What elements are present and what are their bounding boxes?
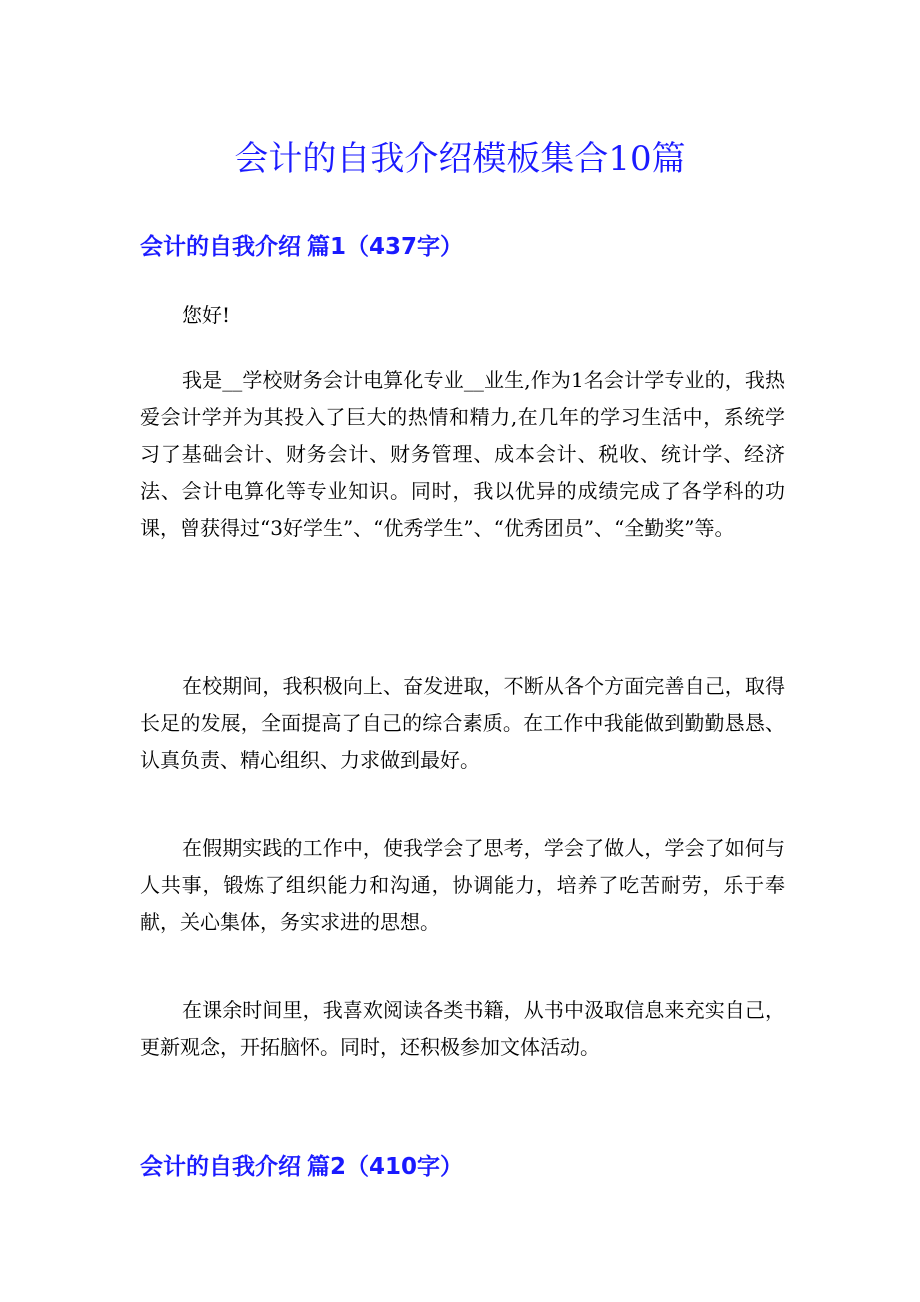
section-heading-2 [140,1152,463,1182]
paragraph-introduction: 我是__学校财务会计电算化专业__业生,作为1名会计学专业的，我热爱会计学并为其投入了巨大的热情和精力,在几年的学习生活中，系统学习了基础会计、财务会计、财务管理、成本会计、税收、统计学、经济法、会计电算化等专业知识。同时，我以优异的成绩完成了各学科的功课，曾获得过“3好学生”、“优秀学生”、“优秀团员”、“全勤奖”等。 [140,368,785,540]
paragraph-greeting: 您好! [182,303,231,327]
section-heading-1 [140,232,463,262]
paragraph-practice: 在假期实践的工作中，使我学会了思考，学会了做人，学会了如何与人共事，锻炼了组织能力和沟通，协调能力，培养了吃苦耐劳，乐于奉献，关心集体，务实求进的思想。 [140,836,785,934]
section-heading-number: 篇1（437字） [307,234,464,260]
document-title: 会计的自我介绍模板集合10篇 [234,139,686,179]
paragraph-spare-time: 在课余时间里，我喜欢阅读各类书籍，从书中汲取信息来充实自己，更新观念，开拓脑怀。同时，还积极参加文体活动。 [140,998,785,1059]
section-heading-number: 篇2（410字） [307,1154,464,1180]
paragraph-school-period: 在校期间，我积极向上、奋发进取，不断从各个方面完善自己，取得长足的发展，全面提高了自己的综合素质。在工作中我能做到勤勤恳恳、认真负责、精心组织、力求做到最好。 [140,674,785,772]
section-heading-label: 会计的自我介绍 [140,1154,301,1180]
section-heading-label: 会计的自我介绍 [140,234,301,260]
